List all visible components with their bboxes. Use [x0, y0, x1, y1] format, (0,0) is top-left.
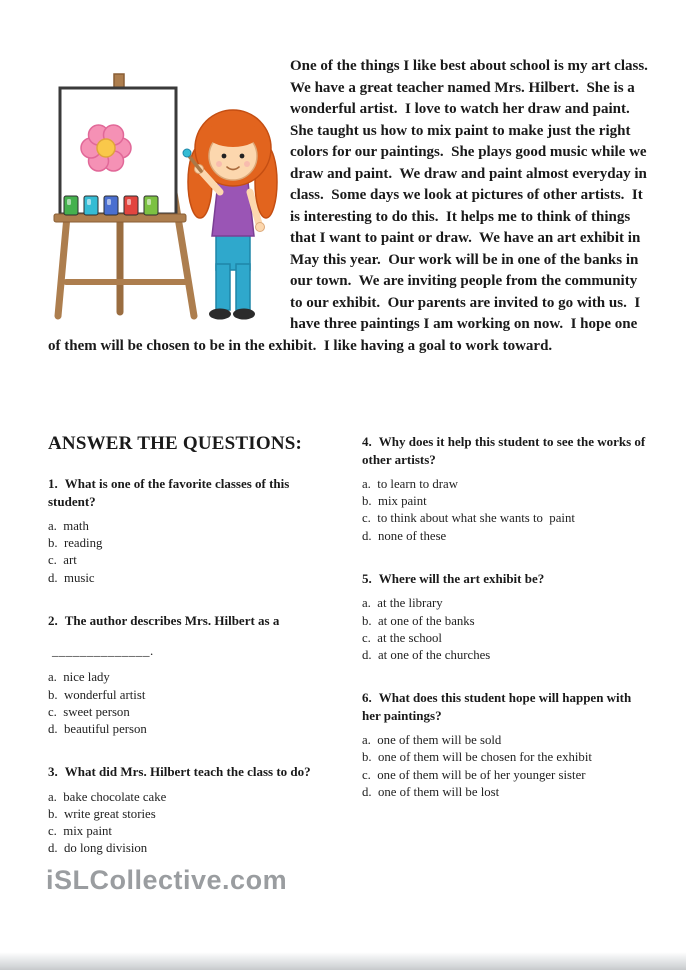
- answer-option: b. at one of the banks: [362, 613, 475, 628]
- answer-option: a. bake chocolate cake: [48, 789, 167, 804]
- answer-option: d. at one of the churches: [362, 647, 491, 662]
- questions-left-column: [48, 433, 334, 882]
- question-number: 6.: [362, 690, 372, 706]
- fill-in-blank: ______________.: [52, 643, 154, 659]
- islcollective-watermark: iSLCollective.com: [46, 865, 288, 895]
- question-text: 3. What did Mrs. Hilbert teach the class to do?: [48, 764, 311, 780]
- answer-option: a. math: [48, 519, 89, 533]
- girl: [183, 110, 277, 320]
- reading-passage: One of the things I like best about school is my art class. We have a great teacher named Mrs. Hilbert. She is a wonderful artist. I love to watch her draw and paint. She taught us how to mix paint to make just the right colors for our paintings. She plays good music while we draw and paint. We draw and paint almost everyday in class. Some days we look at pictures of other artists. It is interesting to do this. It helps me to think of things that I want to paint or draw. We have an art exhibit in May this year. Our work will be in one of the banks in our town. We are inviting people from the community to our exhibit. Our parents are invited to go with us. I have three paintings I am working on now. I hope one of them will be chosen to be in the exhibit. I like having a goal to work toward.: [48, 58, 656, 354]
- questions-right-column: [362, 433, 648, 882]
- answer-option: c. to think about what she wants to paint: [362, 511, 575, 526]
- question-number: 2.: [48, 612, 58, 628]
- answer-option: a. at the library: [362, 596, 443, 611]
- question-number: 1.: [48, 476, 58, 491]
- question-text: 5. Where will the art exhibit be?: [362, 570, 545, 586]
- answer-option: c. at the school: [362, 630, 442, 645]
- answer-option: a. nice lady: [48, 670, 110, 685]
- question-number: 3.: [48, 764, 58, 780]
- question-1: [48, 475, 334, 587]
- answer-the-questions-heading: ANSWER THE QUESTIONS:: [48, 433, 303, 454]
- question-text: 6. What does this student hope will happen with her paintings?: [362, 690, 635, 723]
- answer-option: a. one of them will be sold: [362, 733, 502, 748]
- question-number: 5.: [362, 570, 372, 586]
- answer-option: d. one of them will be lost: [362, 784, 500, 799]
- answer-option: d. do long division: [48, 841, 148, 856]
- question-3: [48, 763, 334, 857]
- answer-option: c. one of them will be of her younger sister: [362, 767, 586, 782]
- answer-option: b. write great stories: [48, 806, 156, 821]
- question-number: 4.: [362, 434, 372, 449]
- question-5: [362, 570, 648, 664]
- question-text: 1. What is one of the favorite classes of this student?: [48, 476, 293, 509]
- answer-option: b. reading: [48, 536, 103, 551]
- answer-option: d. beautiful person: [48, 721, 147, 736]
- answer-option: d. music: [48, 570, 95, 585]
- flower-painting: [81, 125, 131, 171]
- question-text: 4. Why does it help this student to see the works of other artists?: [362, 434, 649, 467]
- answer-option: b. wonderful artist: [48, 687, 146, 702]
- page-bottom-edge: [0, 952, 686, 970]
- answer-option: c. sweet person: [48, 704, 130, 719]
- girl-painting-illustration: [48, 64, 278, 326]
- answer-option: c. mix paint: [48, 824, 112, 839]
- answer-option: d. none of these: [362, 528, 447, 543]
- illustration-svg: [48, 64, 278, 326]
- answer-option: a. to learn to draw: [362, 477, 458, 491]
- answer-option: b. one of them will be chosen for the exhibit: [362, 750, 592, 765]
- question-2: [48, 612, 334, 738]
- answer-option: b. mix paint: [362, 494, 427, 509]
- question-6: [362, 689, 648, 801]
- answer-option: c. art: [48, 553, 77, 568]
- questions-area: [48, 433, 648, 882]
- question-text: 2. The author describes Mrs. Hilbert as a: [48, 612, 280, 628]
- question-4: [362, 433, 648, 545]
